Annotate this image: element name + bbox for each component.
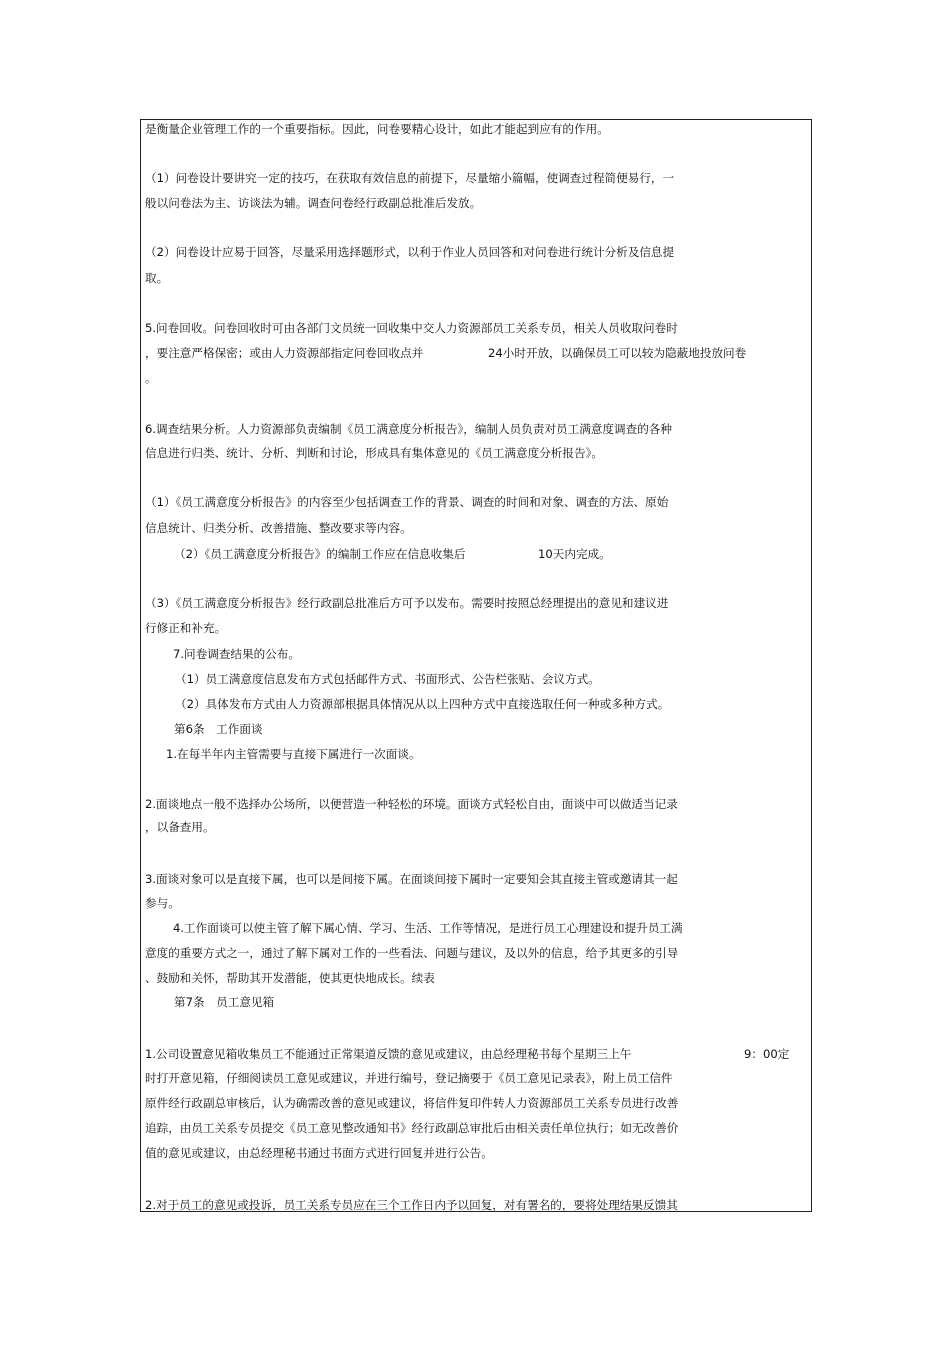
text-line: 24小时开放，以确保员工可以较为隐蔽地投放问卷 <box>488 346 747 360</box>
text-line: 2.对于员工的意见或投诉，员工关系专员应在三个工作日内予以回复，对有署名的，要将处理结果反馈其 <box>145 1198 678 1212</box>
text-line: 行修正和补充。 <box>145 621 227 635</box>
text-line: 追踪，由员工关系专员提交《员工意见整改通知书》经行政副总审批后由相关责任单位执行；如无改善价 <box>145 1121 679 1135</box>
text-line: 4.工作面谈可以使主管了解下属心情、学习、生活、工作等情况，是进行员工心理建设和提升员工满 <box>173 921 683 935</box>
text-line: 般以问卷法为主、访谈法为辅。调查问卷经行政副总批准后发放。 <box>145 196 482 210</box>
text-line: （2）具体发布方式由人力资源部根据具体情况从以上四种方式中直接选取任何一种或多种方式。 <box>175 697 670 711</box>
text-line: 2.面谈地点一般不选择办公场所，以便营造一种轻松的环境。面谈方式轻松自由，面谈中可以做适当记录 <box>145 797 678 811</box>
text-line: ，以备查用。 <box>145 820 215 834</box>
text-line: 6.调查结果分析。人力资源部负责编制《员工满意度分析报告》，编制人员负责对员工满意度调查的各种 <box>145 422 672 436</box>
text-line: 参与。 <box>145 896 180 910</box>
text-line: 3.面谈对象可以是直接下属，也可以是间接下属。在面谈间接下属时一定要知会其直接主管或邀请其一起 <box>145 872 678 886</box>
text-line: 取。 <box>145 271 169 285</box>
text-line: 是衡量企业管理工作的一个重要指标。因此，问卷要精心设计，如此才能起到应有的作用。 <box>145 122 609 136</box>
text-line: 10天内完成。 <box>538 547 611 561</box>
section-heading: 第7条 员工意见箱 <box>174 995 275 1009</box>
text-line: 原件经行政副总审核后，认为确需改善的意见或建议，将信件复印件转人力资源部员工关系专员进行改善 <box>145 1096 679 1110</box>
section-heading: 第6条 工作面谈 <box>174 722 263 736</box>
text-line: 信息统计、归类分析、改善措施、整改要求等内容。 <box>145 521 412 535</box>
text-line: 9：00定 <box>744 1047 790 1061</box>
text-line: 、鼓励和关怀，帮助其开发潜能，使其更快地成长。续表 <box>145 971 435 985</box>
text-line: 意度的重要方式之一，通过了解下属对工作的一些看法、问题与建议，及以外的信息，给予其更多的引导 <box>145 946 679 960</box>
text-line: （1）《员工满意度分析报告》的内容至少包括调查工作的背景、调查的时间和对象、调查的方法、原始 <box>145 495 669 509</box>
text-line: 5.问卷回收。问卷回收时可由各部门文员统一回收集中交人力资源部员工关系专员，相关人员收取问卷时 <box>145 321 678 335</box>
text-line: 值的意见或建议，由总经理秘书通过书面方式进行回复并进行公告。 <box>145 1146 493 1160</box>
text-line: （2）问卷设计应易于回答，尽量采用选择题形式，以利于作业人员回答和对问卷进行统计分析及信息提 <box>145 245 675 259</box>
text-line: 1.在每半年内主管需要与直接下属进行一次面谈。 <box>166 747 421 761</box>
text-line: 信息进行归类、统计、分析、判断和讨论，形成具有集体意见的《员工满意度分析报告》。 <box>145 446 603 460</box>
text-line: 时打开意见箱，仔细阅读员工意见或建议，并进行编号，登记摘要于《员工意见记录表》，附上员工信件 <box>145 1071 673 1085</box>
text-line: （3）《员工满意度分析报告》经行政副总批准后方可予以发布。需要时按照总经理提出的意见和建议进 <box>145 596 669 610</box>
text-line: 7.问卷调查结果的公布。 <box>173 647 300 661</box>
text-line: （2）《员工满意度分析报告》的编制工作应在信息收集后 <box>174 547 466 561</box>
text-line: ，要注意严格保密；或由人力资源部指定问卷回收点并 <box>145 346 424 360</box>
text-line: 1.公司设置意见箱收集员工不能通过正常渠道反馈的意见或建议，由总经理秘书每个星期三上午 <box>145 1047 632 1061</box>
text-line: （1）员工满意度信息发布方式包括邮件方式、书面形式、公告栏张贴、会议方式。 <box>175 672 600 686</box>
text-line: 。 <box>145 371 157 385</box>
text-line: （1）问卷设计要讲究一定的技巧，在获取有效信息的前提下，尽量缩小篇幅，使调查过程简便易行，一 <box>145 171 675 185</box>
